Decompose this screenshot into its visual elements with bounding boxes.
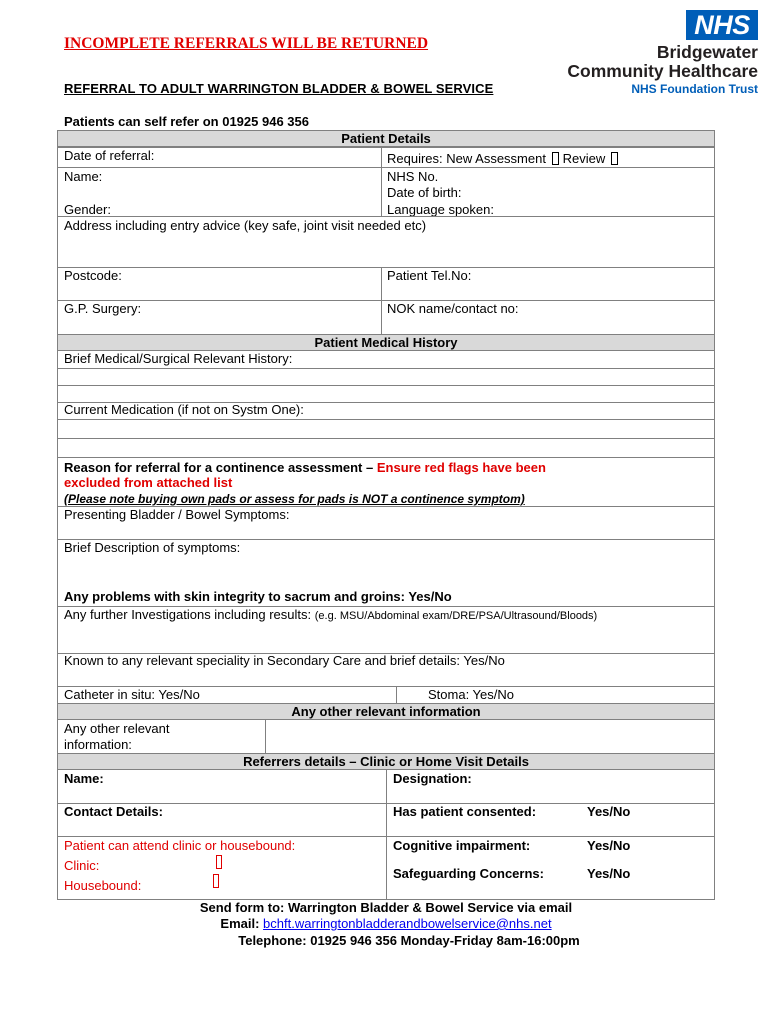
secondary-care-label: Known to any relevant speciality in Secondary Care and brief details: Yes/No	[64, 653, 505, 668]
other-info-label-1: Any other relevant	[64, 721, 170, 736]
postcode-label: Postcode:	[64, 268, 122, 283]
language-label: Language spoken:	[387, 202, 494, 217]
nhs-no-label: NHS No.	[387, 169, 439, 184]
symptoms-label: Presenting Bladder / Bowel Symptoms:	[64, 507, 290, 522]
nok-label: NOK name/contact no:	[387, 301, 519, 316]
history-line-2[interactable]	[57, 385, 715, 403]
contact-details-label: Contact Details:	[64, 804, 163, 819]
stoma-label: Stoma: Yes/No	[428, 687, 514, 702]
nhs-logo: NHS	[686, 10, 758, 40]
housebound-checkbox[interactable]	[213, 874, 219, 888]
logo-community-healthcare: Community Healthcare	[567, 61, 758, 81]
reason-label: Reason for referral for a continence assessment – Ensure red flags have been	[64, 460, 546, 475]
requires-label: Requires: New Assessment Review	[387, 151, 618, 167]
designation-label: Designation:	[393, 771, 472, 786]
email-link[interactable]: bchft.warringtonbladderandbowelservice@nhs.net	[263, 916, 552, 931]
form-title: REFERRAL TO ADULT WARRINGTON BLADDER & BOWEL SERVICE	[64, 81, 494, 96]
cognitive-label: Cognitive impairment:	[393, 838, 531, 853]
history-line-1[interactable]	[57, 368, 715, 386]
other-info-header: Any other relevant information	[57, 703, 715, 720]
tel-label: Patient Tel.No:	[387, 268, 472, 283]
email-line: Email: bchft.warringtonbladderandbowelservice@nhs.net	[220, 916, 552, 931]
clinic-checkbox[interactable]	[216, 855, 222, 869]
consent-value: Yes/No	[587, 804, 631, 819]
send-form-instruction: Send form to: Warrington Bladder & Bowel Service via email	[199, 900, 573, 915]
other-info-field[interactable]	[265, 719, 715, 754]
telephone-line: Telephone: 01925 946 356 Monday-Friday 8am-16:00pm	[238, 933, 580, 948]
housebound-label: Housebound:	[64, 878, 142, 893]
referrer-header: Referrers details – Clinic or Home Visit Details	[57, 753, 715, 770]
attend-label: Patient can attend clinic or housebound:	[64, 838, 296, 853]
red-flags-warning: Ensure red flags have been	[376, 460, 546, 475]
medication-line-1[interactable]	[57, 419, 715, 439]
name-label: Name:	[64, 169, 103, 184]
pads-note: (Please note buying own pads or assess for pads is NOT a continence symptom)	[64, 492, 525, 506]
review-checkbox[interactable]	[611, 152, 618, 165]
investigations-label: Any further Investigations including results: (e.g. MSU/Abdominal exam/DRE/PSA/Ultrasound/Bloods)	[64, 607, 598, 622]
gender-label: Gender:	[64, 202, 111, 217]
incomplete-warning: INCOMPLETE REFERRALS WILL BE RETURNED	[64, 35, 429, 52]
logo-foundation-trust: NHS Foundation Trust	[631, 82, 758, 96]
safeguarding-value: Yes/No	[587, 866, 631, 881]
address-label: Address including entry advice (key safe, joint visit needed etc)	[64, 218, 427, 233]
medication-line-2[interactable]	[57, 438, 715, 458]
catheter-label: Catheter in situ: Yes/No	[64, 687, 200, 702]
gp-label: G.P. Surgery:	[64, 301, 142, 316]
date-of-referral-label: Date of referral:	[64, 148, 155, 163]
other-info-label-2: information:	[64, 737, 132, 752]
skin-integrity-label: Any problems with skin integrity to sacrum and groins: Yes/No	[64, 589, 452, 604]
patient-details-header: Patient Details	[57, 130, 715, 147]
clinic-label: Clinic:	[64, 858, 100, 873]
referrer-name-label: Name:	[64, 771, 104, 786]
medication-label: Current Medication (if not on Systm One):	[64, 402, 304, 417]
dob-label: Date of birth:	[387, 185, 462, 200]
red-flags-warning-2: excluded from attached list	[64, 475, 233, 490]
description-label: Brief Description of symptoms:	[64, 540, 241, 555]
cognitive-value: Yes/No	[587, 838, 631, 853]
safeguarding-label: Safeguarding Concerns:	[393, 866, 544, 881]
new-assessment-checkbox[interactable]	[552, 152, 559, 165]
self-refer-note: Patients can self refer on 01925 946 356	[64, 114, 309, 129]
history-label: Brief Medical/Surgical Relevant History:	[64, 351, 293, 366]
medical-history-header: Patient Medical History	[57, 334, 715, 351]
referrer-name-field[interactable]	[57, 769, 387, 804]
logo-bridgewater: Bridgewater	[656, 42, 758, 62]
consent-label: Has patient consented:	[393, 804, 537, 819]
